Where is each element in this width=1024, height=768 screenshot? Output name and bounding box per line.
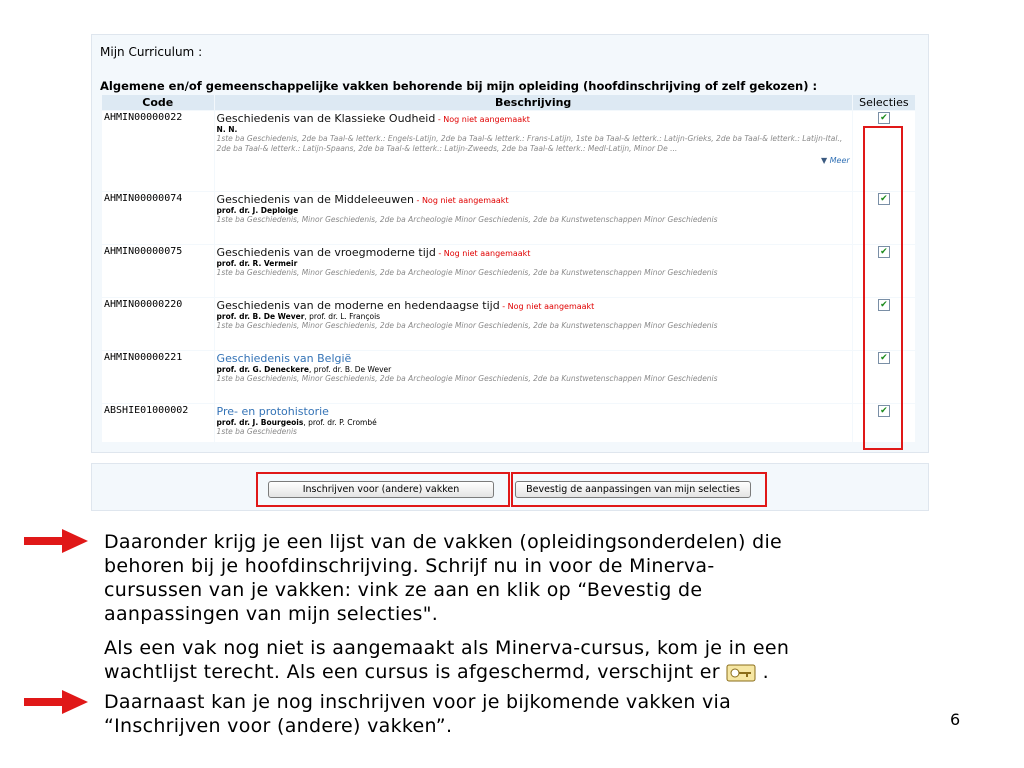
selection-highlight [863, 126, 903, 450]
status-badge: - Nog niet aangemaakt [413, 196, 509, 205]
course-programmes: 1ste ba Geschiedenis [216, 427, 297, 436]
prof-main: prof. dr. B. De Wever [216, 312, 305, 321]
prof-main: prof. dr. J. Deploige [216, 206, 299, 215]
instruction-line: Daaronder krijg je een lijst van de vakken (opleidingsonderdelen) die [104, 531, 783, 553]
checkbox-checked-icon[interactable]: ✔ [878, 405, 890, 417]
table-row [102, 192, 915, 244]
more-label: Meer [829, 156, 850, 165]
table-header [102, 95, 915, 110]
arrow-right-icon [24, 690, 88, 714]
prof-other: , prof. dr. P. Crombé [303, 418, 377, 427]
course-code: AHMIN00000220 [102, 298, 214, 350]
prof-main: prof. dr. G. Deneckere [216, 365, 309, 374]
course-programmes: 1ste ba Geschiedenis, Minor Geschiedenis, 2de ba Archeologie Minor Geschiedenis, 2de ba Kunstwetenschappen Minor Geschiedenis [216, 215, 718, 224]
course-professors [217, 125, 850, 134]
course-programmes: 1ste ba Geschiedenis, Minor Geschiedenis, 2de ba Archeologie Minor Geschiedenis, 2de ba Kunstwetenschappen Minor Geschiedenis [216, 321, 718, 330]
course-description [215, 111, 852, 191]
button-bar [91, 463, 929, 511]
instruction-line: cursussen van je vakken: vink ze aan en klik op “Bevestig de [104, 579, 703, 601]
course-link[interactable]: Geschiedenis van België [216, 352, 352, 365]
checkbox-checked-icon[interactable]: ✔ [878, 112, 890, 124]
course-description [215, 404, 852, 442]
course-programmes: 1ste ba Geschiedenis, 2de ba Taal-& letterk.: Engels-Latijn, 2de ba Taal-& letterk.: Frans-Latijn, 1ste ba Taal-& letterk.: Latijn-Grieks, 2de ba Taal-& letterk.: Latijn-Ital., 2de ba Taal-& letterk.: Latijn-Spaans, 2de ba Taal-& letterk.: Latijn-Zweeds, 2de ba Taal-& letterk.: Medl-Latijn, Minor De ... [216, 134, 843, 153]
course-professors [217, 206, 850, 215]
header-selections: Selecties [853, 95, 915, 110]
instruction-line: aanpassingen van mijn selecties". [104, 603, 439, 625]
course-code: AHMIN00000221 [102, 351, 214, 403]
panel-subtitle: Algemene en/of gemeenschappelijke vakken behorende bij mijn opleiding (hoofdinschrijving of zelf gekozen) : [100, 79, 818, 93]
status-badge: - Nog niet aangemaakt [435, 115, 530, 124]
table-row [102, 298, 915, 350]
course-name: Geschiedenis van de vroegmoderne tijd [216, 246, 436, 259]
checkbox-checked-icon[interactable]: ✔ [878, 246, 890, 258]
course-code: AHMIN00000022 [102, 111, 214, 191]
table-row [102, 111, 915, 191]
instruction-line [104, 660, 769, 684]
prof-other: , prof. dr. L. François [304, 312, 381, 321]
prof-main: prof. dr. R. Vermeir [216, 259, 298, 268]
instruction-text-end: . [762, 661, 769, 683]
course-table [101, 94, 916, 443]
key-icon [726, 664, 756, 682]
course-name: Geschiedenis van de moderne en hedendaagse tijd [216, 299, 500, 312]
instruction-line: behoren bij je hoofdinschrijving. Schrijf nu in voor de Minerva- [104, 555, 715, 577]
course-description [215, 245, 852, 297]
checkbox-checked-icon[interactable]: ✔ [878, 299, 890, 311]
course-code: AHMIN00000075 [102, 245, 214, 297]
curriculum-panel [91, 34, 929, 453]
instruction-text: wachtlijst terecht. Als een cursus is afgeschermd, verschijnt er [104, 661, 720, 683]
course-description [215, 298, 852, 350]
course-description [215, 192, 852, 244]
panel-title: Mijn Curriculum : [100, 45, 203, 59]
page-number: 6 [950, 710, 961, 729]
course-professors [217, 365, 850, 374]
course-name: Geschiedenis van de Middeleeuwen [216, 193, 414, 206]
status-badge: - Nog niet aangemaakt [435, 249, 531, 258]
prof-main: N. N. [216, 125, 238, 134]
instruction-line: Daarnaast kan je nog inschrijven voor je bijkomende vakken via [104, 691, 732, 713]
arrow-right-icon [24, 529, 88, 553]
status-badge: - Nog niet aangemaakt [499, 302, 595, 311]
course-professors [217, 312, 850, 321]
triangle-down-icon: ▼ [820, 156, 828, 165]
instruction-line: “Inschrijven voor (andere) vakken”. [104, 715, 453, 737]
course-professors [217, 418, 850, 427]
course-description [215, 351, 852, 403]
table-row [102, 351, 915, 403]
course-link[interactable]: Pre- en protohistorie [216, 405, 329, 418]
table-row [102, 404, 915, 442]
enroll-other-courses-button[interactable]: Inschrijven voor (andere) vakken [268, 481, 494, 498]
table-row [102, 245, 915, 297]
prof-main: prof. dr. J. Bourgeois [216, 418, 304, 427]
course-code: AHMIN00000074 [102, 192, 214, 244]
course-professors [217, 259, 850, 268]
course-code: ABSHIE01000002 [102, 404, 214, 442]
checkbox-checked-icon[interactable]: ✔ [878, 193, 890, 205]
instruction-line: Als een vak nog niet is aangemaakt als Minerva-cursus, kom je in een [104, 637, 790, 659]
more-link[interactable] [217, 156, 850, 165]
header-code: Code [102, 95, 214, 110]
course-programmes: 1ste ba Geschiedenis, Minor Geschiedenis, 2de ba Archeologie Minor Geschiedenis, 2de ba Kunstwetenschappen Minor Geschiedenis [216, 374, 718, 383]
course-programmes: 1ste ba Geschiedenis, Minor Geschiedenis, 2de ba Archeologie Minor Geschiedenis, 2de ba Kunstwetenschappen Minor Geschiedenis [216, 268, 718, 277]
header-description: Beschrijving [215, 95, 852, 110]
course-name: Geschiedenis van de Klassieke Oudheid [216, 112, 436, 125]
confirm-selections-button[interactable]: Bevestig de aanpassingen van mijn selecties [515, 481, 751, 498]
checkbox-checked-icon[interactable]: ✔ [878, 352, 890, 364]
prof-other: , prof. dr. B. De Wever [309, 365, 392, 374]
